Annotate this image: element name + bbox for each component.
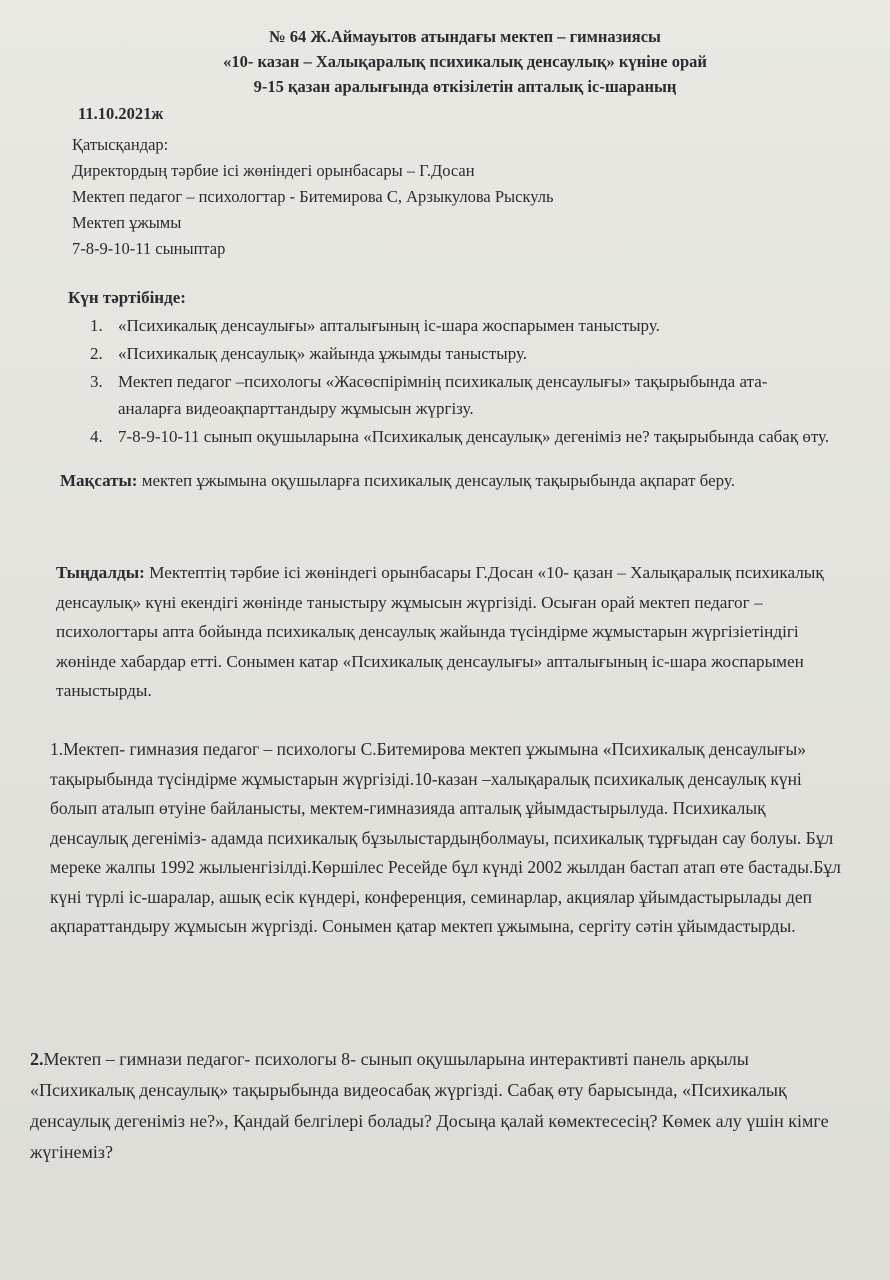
header-line-school: № 64 Ж.Аймауытов атындағы мектеп – гимназиясы [269,27,661,46]
agenda-item-number: 1. [90,316,103,335]
agenda-item-number: 2. [90,344,103,363]
goal-label: Мақсаты: [60,471,138,490]
body-paragraph-1: 1.Мектеп- гимназия педагог – психологы С.Битемирова мектеп ұжымына «Психикалық денсаулығы» тақырыбында түсіндірме жұмыстарын жүргізіді.10-казан –халықаралық психикалық денсаулық күні болып аталып өтуіне байланысты, мектем-гимназияда апталық ұйымдастырылуда. Психикалық денсаулық дегеніміз- адамда психикалық бұзылыстардыңболмауы, психикалық тұрғыдан сау болуы. Бұл мереке жалпы 1992 жылыенгізілді.Көршілес Ресейде бұл күнді 2002 жылдан бастап атап өте бастады.Бұл күні түрлі іс-шаралар, ашық есік күндері, конференция, семинарлар, акциялар ұйымдастырылады деп ақпараттандыру жұмысын жүргізді. Сонымен қатар мектеп ұжымына, сергіту сәтін ұйымдастырды. [50,739,841,936]
paragraph-2-text: Мектеп – гимнази педагог- психологы 8- сынып оқушыларына интерактивті панель арқылы «Психикалық денсаулық» тақырыбында видеосабақ жүргізді. Сабақ өту барысында, «Психикалық денсаулық дегеніміз не?», Қандай белгілері болады? Досыңа қалай көмектесесің? Көмек алу үшін кімге жүгінеміз? [30,1049,829,1162]
agenda-item [90,312,830,339]
body-paragraph-2 [30,1044,846,1168]
agenda-item-text: 7-8-9-10-11 сынып оқушыларына «Психикалық денсаулық» дегеніміз не? тақырыбында сабақ өту. [118,427,830,446]
heard-paragraph [56,558,834,706]
participant-item: Директордың тәрбие ісі жөніндегі орынбасары – Г.Досан [72,161,475,180]
document-date: 11.10.2021ж [78,104,164,123]
header-line-event: «10- казан – Халықаралық психикалық денсаулық» күніне орай [223,52,707,71]
agenda-item-text: Мектеп педагог –психологы «Жасөспірімнің психикалық денсаулығы» тақырыбында ата-аналарға видеоақпарттандыру жұмысын жүргізу. [118,372,768,418]
heard-text: Мектептің тәрбие ісі жөніндегі орынбасары Г.Досан «10- қазан – Халықаралық психикалық денсаулық» күні екендігі жөнінде таныстыру жұмысын жүргізіді. Осыған орай мектеп педагог – психологтары апта бойында психикалық денсаулық жайында түсіндірме жұмыстарын жүргізіетіндігі жөнінде хабардар етті. Сонымен катар «Психикалық денсаулығы» апталығының іс-шара жоспарымен таныстырды. [56,563,824,700]
agenda-item-text: «Психикалық денсаулық» жайында ұжымды таныстыру. [118,344,528,363]
heard-label: Тыңдалды: [56,563,145,582]
document-header [100,24,830,99]
agenda-title: Күн тәртібінде: [68,288,186,307]
paragraph-2-number: 2. [30,1049,44,1069]
goal-paragraph [60,466,820,495]
agenda-item [90,340,830,367]
participant-item: Мектеп педагог – психологтар - Битемирова С, Арзыкулова Рыскуль [72,187,554,206]
agenda-item-number: 3. [90,372,103,391]
goal-text: мектеп ұжымына оқушыларға психикалық денсаулық тақырыбында ақпарат беру. [137,471,735,490]
participants-label: Қатысқандар: [72,135,169,154]
agenda-list [90,312,830,451]
participant-item: Мектеп ұжымы [72,213,182,232]
participant-item: 7-8-9-10-11 сыныптар [72,239,226,258]
participants-section [72,132,554,262]
agenda-item [90,423,830,450]
header-line-period: 9-15 қазан аралығында өткізілетін апталық іс-шараның [253,77,677,96]
agenda-item-number: 4. [90,427,103,446]
agenda-item [90,368,830,422]
agenda-item-text: «Психикалық денсаулығы» апталығының іс-шара жоспарымен таныстыру. [118,316,660,335]
